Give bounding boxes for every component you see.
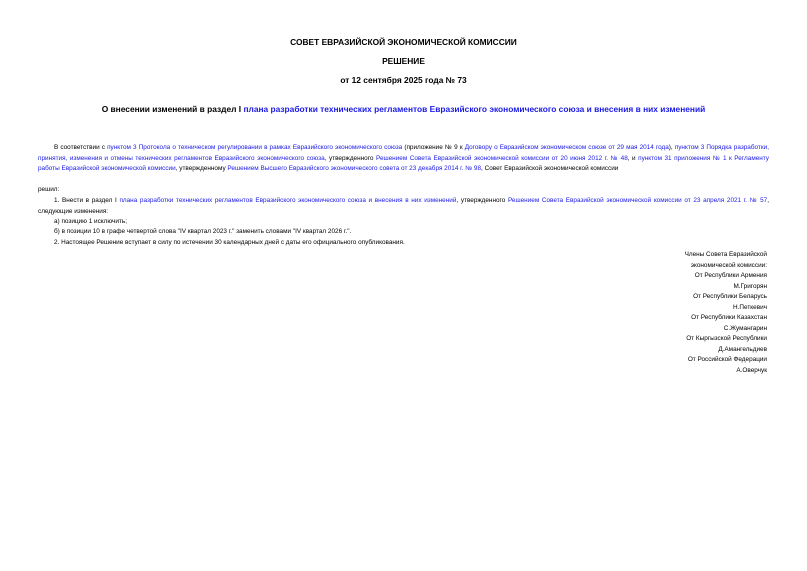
item-2: 2. Настоящее Решение вступает в силу по истечении 30 календарных дней с даты его официального опубликования. [54,239,405,246]
signer-name-kazakhstan: С.Жумангарин [723,324,767,332]
signers-heading-2: экономической комиссии: [690,261,767,269]
preamble-text-5: , и [627,154,639,162]
document-subject [0,104,807,114]
preamble-link-protocol[interactable]: пунктом 3 Протокола о техническом регулировании в рамках Евразийского экономического союза [107,144,403,151]
preamble-text-1: В соответствии с [54,144,108,151]
preamble-link-regulation[interactable]: пунктом 31 приложения № 1 к Регламенту работы Евразийской экономической комиссии [38,154,769,173]
preamble-link-decision-48[interactable]: Решением Совета Евразийской экономической комиссии от 20 июня 2012 г. № 48 [375,154,628,162]
subject-link[interactable]: плана разработки технических регламентов Евразийского экономического союза и внесения в них изменений [243,104,706,114]
preamble-text-2: (приложение № 9 к [402,144,465,151]
council-title: СОВЕТ ЕВРАЗИЙСКОЙ ЭКОНОМИЧЕСКОЙ КОМИССИИ [290,37,517,47]
preamble-link-decision-98[interactable]: Решением Высшего Евразийского экономического совета от 23 декабря 2014 г. № 98 [227,165,482,173]
preamble-text-3: ), [668,144,675,151]
item-1-text-1: 1. Внести в раздел I [54,197,120,204]
preamble-link-treaty[interactable]: Договору о Евразийском экономическом союзе от 29 мая 2014 года [464,144,669,151]
preamble-link-procedure[interactable]: пунктом 3 Порядка разработки, принятия, изменения и отмены технических регламентов Евразийского экономического союза [38,144,770,162]
preamble-text-6: , утвержденному [175,165,228,173]
item-1-paragraph [38,196,769,217]
signer-country-russia: От Российской Федерации [687,356,767,363]
signer-country-kazakhstan: От Республики Казахстан [691,314,767,321]
preamble-text-4: , утвержденного [324,154,376,162]
document-type: РЕШЕНИЕ [382,56,425,66]
item-1-link-plan[interactable]: плана разработки технических регламентов Евразийского экономического союза и внесения в них изменений [119,197,457,204]
item-1a: а) позицию 1 исключить; [54,218,127,225]
preamble-paragraph [38,143,769,175]
signer-country-kyrgyzstan: От Кыргызской Республики [686,335,767,342]
item-1b: б) в позиции 10 в графе четвертой слова "IV квартал 2023 г." заменить словами "IV квартал 2026 г.". [54,228,352,235]
item-1-text-2: , утвержденного [456,197,508,204]
signer-name-armenia: М.Григорян [733,282,767,290]
signer-name-russia: А.Оверчук [736,366,767,374]
signer-name-belarus: Н.Петкевич [733,303,767,311]
item-1-link-decision-57[interactable]: Решением Совета Евразийской экономической комиссии от 23 апреля 2021 г. № 57 [507,197,768,204]
signatories-block [685,250,767,376]
signers-heading-1: Члены Совета Евразийской [684,251,767,258]
signer-country-armenia: От Республики Армения [694,272,767,279]
signer-country-belarus: От Республики Беларусь [693,293,767,300]
signer-name-kyrgyzstan: Д.Амангельдиев [718,345,767,353]
resolved-label: решил: [38,186,60,193]
subject-prefix: О внесении изменений в раздел I [101,104,244,114]
document-date-number: от 12 сентября 2025 года № 73 [340,75,467,85]
preamble-text-7: , Совет Евразийской экономической комиссии [481,165,619,173]
item-1-text-3: , следующие изменения: [38,197,770,215]
